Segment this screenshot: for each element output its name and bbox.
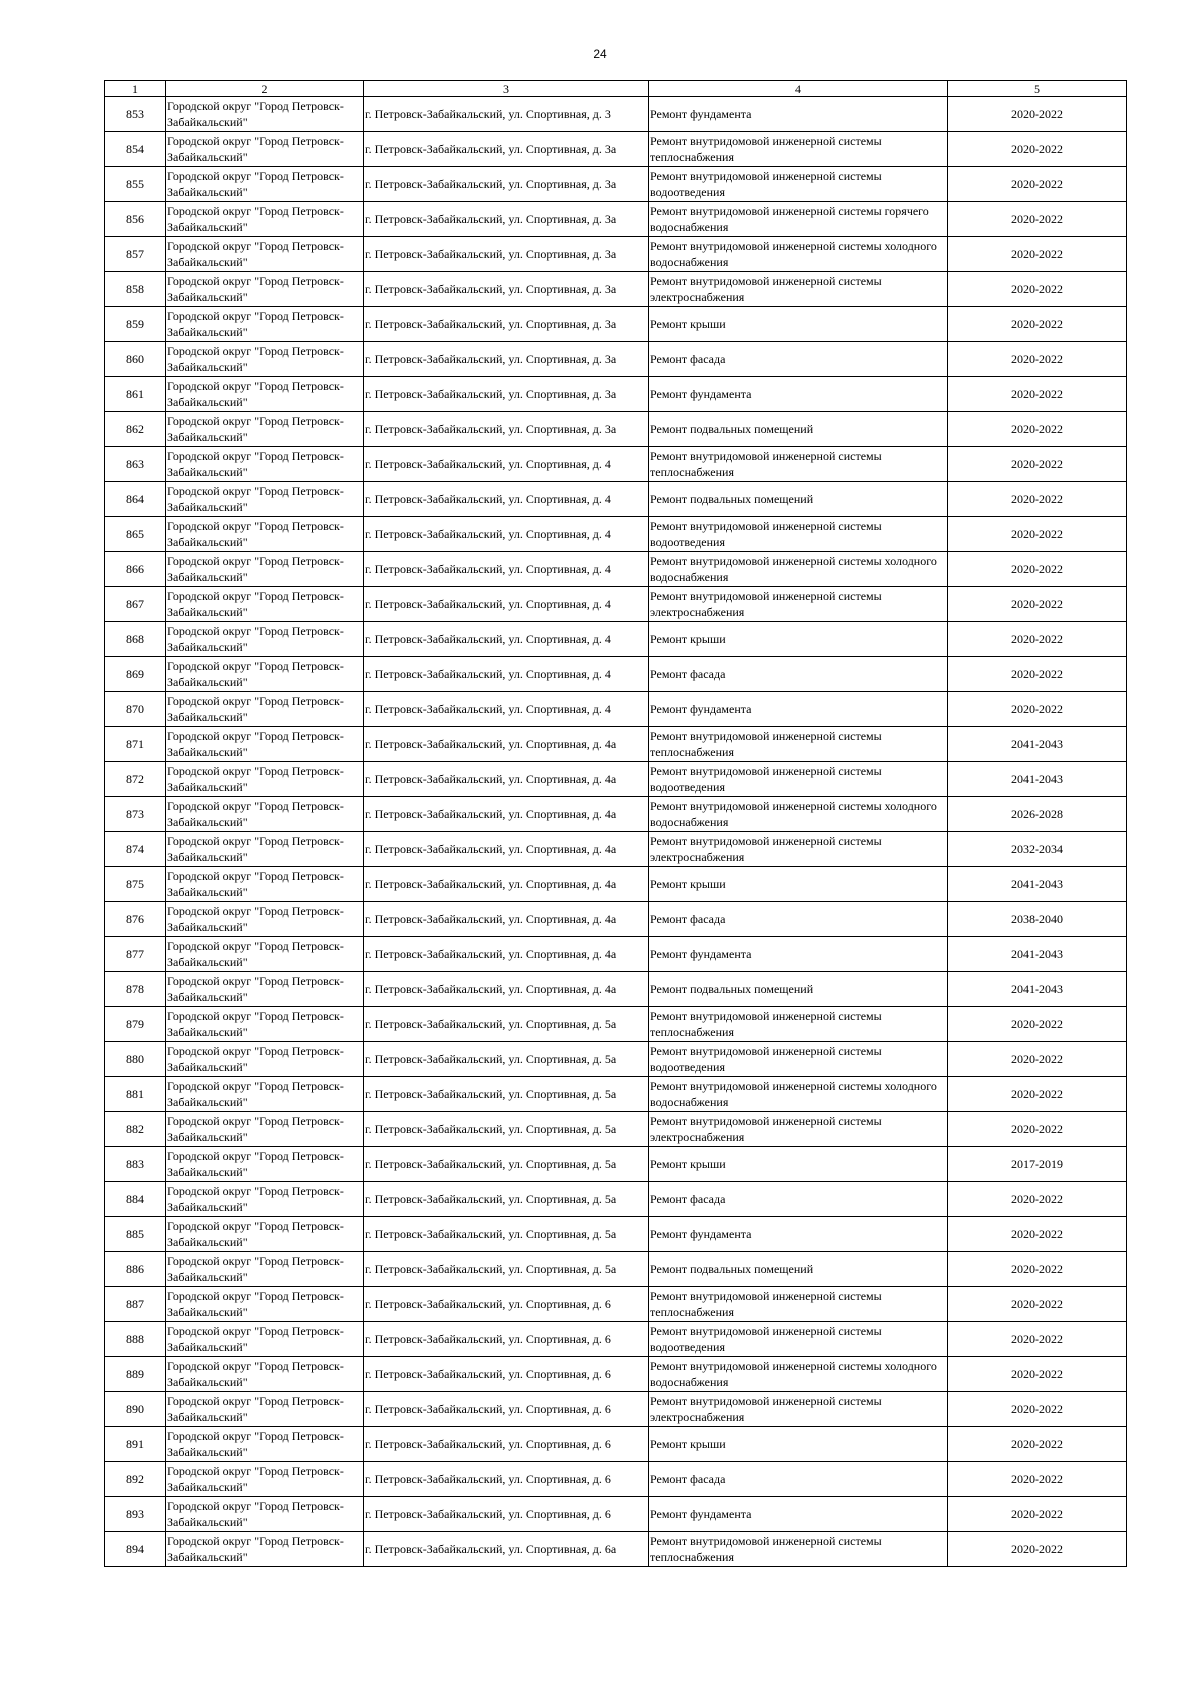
row-number: 893	[105, 1497, 166, 1532]
work-type-cell: Ремонт внутридомовой инженерной системы холодного водоснабжения	[649, 1077, 948, 1112]
work-type-cell: Ремонт внутридомовой инженерной системы теплоснабжения	[649, 1007, 948, 1042]
table-row	[105, 552, 1127, 587]
address-cell: г. Петровск-Забайкальский, ул. Спортивная, д. 3а	[364, 307, 649, 342]
table-row	[105, 1427, 1127, 1462]
period-cell: 2020-2022	[948, 1322, 1127, 1357]
address-cell: г. Петровск-Забайкальский, ул. Спортивная, д. 5а	[364, 1042, 649, 1077]
table-row	[105, 622, 1127, 657]
period-cell: 2020-2022	[948, 1217, 1127, 1252]
address-cell: г. Петровск-Забайкальский, ул. Спортивная, д. 5а	[364, 1217, 649, 1252]
address-cell: г. Петровск-Забайкальский, ул. Спортивная, д. 4а	[364, 902, 649, 937]
municipality-cell: Городской округ "Город Петровск-Забайкальский"	[166, 692, 364, 727]
row-number: 862	[105, 412, 166, 447]
row-number: 891	[105, 1427, 166, 1462]
address-cell: г. Петровск-Забайкальский, ул. Спортивная, д. 3а	[364, 377, 649, 412]
municipality-cell: Городской округ "Город Петровск-Забайкальский"	[166, 1007, 364, 1042]
municipality-cell: Городской округ "Город Петровск-Забайкальский"	[166, 1357, 364, 1392]
municipality-cell: Городской округ "Город Петровск-Забайкальский"	[166, 1077, 364, 1112]
page-number: 24	[593, 47, 607, 61]
municipality-cell: Городской округ "Город Петровск-Забайкальский"	[166, 412, 364, 447]
address-cell: г. Петровск-Забайкальский, ул. Спортивная, д. 5а	[364, 1252, 649, 1287]
work-type-cell: Ремонт крыши	[649, 867, 948, 902]
row-number: 892	[105, 1462, 166, 1497]
work-type-cell: Ремонт внутридомовой инженерной системы водоотведения	[649, 1322, 948, 1357]
municipality-cell: Городской округ "Город Петровск-Забайкальский"	[166, 657, 364, 692]
header-row	[105, 81, 1127, 97]
municipality-cell: Городской округ "Город Петровск-Забайкальский"	[166, 517, 364, 552]
municipality-cell: Городской округ "Город Петровск-Забайкальский"	[166, 132, 364, 167]
address-cell: г. Петровск-Забайкальский, ул. Спортивная, д. 4	[364, 622, 649, 657]
municipality-cell: Городской округ "Город Петровск-Забайкальский"	[166, 1042, 364, 1077]
municipality-cell: Городской округ "Город Петровск-Забайкальский"	[166, 377, 364, 412]
table-row	[105, 1182, 1127, 1217]
municipality-cell: Городской округ "Город Петровск-Забайкальский"	[166, 1427, 364, 1462]
municipality-cell: Городской округ "Город Петровск-Забайкальский"	[166, 1462, 364, 1497]
row-number: 875	[105, 867, 166, 902]
address-cell: г. Петровск-Забайкальский, ул. Спортивная, д. 3а	[364, 272, 649, 307]
row-number: 894	[105, 1532, 166, 1567]
row-number: 867	[105, 587, 166, 622]
table-row	[105, 1287, 1127, 1322]
table-row	[105, 272, 1127, 307]
header-col-2: 2	[166, 81, 364, 97]
work-type-cell: Ремонт фундамента	[649, 1497, 948, 1532]
row-number: 888	[105, 1322, 166, 1357]
address-cell: г. Петровск-Забайкальский, ул. Спортивная, д. 4	[364, 482, 649, 517]
address-cell: г. Петровск-Забайкальский, ул. Спортивная, д. 3а	[364, 412, 649, 447]
row-number: 890	[105, 1392, 166, 1427]
table-row	[105, 97, 1127, 132]
row-number: 871	[105, 727, 166, 762]
work-type-cell: Ремонт внутридомовой инженерной системы электроснабжения	[649, 832, 948, 867]
header-col-1: 1	[105, 81, 166, 97]
address-cell: г. Петровск-Забайкальский, ул. Спортивная, д. 6	[364, 1287, 649, 1322]
table-row	[105, 1252, 1127, 1287]
address-cell: г. Петровск-Забайкальский, ул. Спортивная, д. 4	[364, 587, 649, 622]
period-cell: 2020-2022	[948, 1042, 1127, 1077]
municipality-cell: Городской округ "Город Петровск-Забайкальский"	[166, 832, 364, 867]
row-number: 870	[105, 692, 166, 727]
table-row	[105, 727, 1127, 762]
period-cell: 2020-2022	[948, 307, 1127, 342]
work-type-cell: Ремонт внутридомовой инженерной системы электроснабжения	[649, 587, 948, 622]
row-number: 855	[105, 167, 166, 202]
municipality-cell: Городской округ "Город Петровск-Забайкальский"	[166, 1287, 364, 1322]
work-type-cell: Ремонт фундамента	[649, 97, 948, 132]
municipality-cell: Городской округ "Город Петровск-Забайкальский"	[166, 1182, 364, 1217]
period-cell: 2038-2040	[948, 902, 1127, 937]
period-cell: 2020-2022	[948, 1392, 1127, 1427]
work-type-cell: Ремонт крыши	[649, 622, 948, 657]
period-cell: 2026-2028	[948, 797, 1127, 832]
row-number: 863	[105, 447, 166, 482]
row-number: 864	[105, 482, 166, 517]
row-number: 854	[105, 132, 166, 167]
municipality-cell: Городской округ "Город Петровск-Забайкальский"	[166, 202, 364, 237]
period-cell: 2020-2022	[948, 1427, 1127, 1462]
table-row	[105, 342, 1127, 377]
period-cell: 2020-2022	[948, 517, 1127, 552]
table-row	[105, 1462, 1127, 1497]
work-type-cell: Ремонт внутридомовой инженерной системы теплоснабжения	[649, 1532, 948, 1567]
work-type-cell: Ремонт внутридомовой инженерной системы электроснабжения	[649, 1392, 948, 1427]
address-cell: г. Петровск-Забайкальский, ул. Спортивная, д. 4а	[364, 937, 649, 972]
table-row	[105, 867, 1127, 902]
period-cell: 2020-2022	[948, 132, 1127, 167]
row-number: 869	[105, 657, 166, 692]
period-cell: 2020-2022	[948, 97, 1127, 132]
period-cell: 2020-2022	[948, 657, 1127, 692]
work-type-cell: Ремонт внутридомовой инженерной системы водоотведения	[649, 1042, 948, 1077]
period-cell: 2020-2022	[948, 167, 1127, 202]
period-cell: 2020-2022	[948, 482, 1127, 517]
address-cell: г. Петровск-Забайкальский, ул. Спортивная, д. 4а	[364, 762, 649, 797]
work-type-cell: Ремонт крыши	[649, 307, 948, 342]
work-type-cell: Ремонт подвальных помещений	[649, 412, 948, 447]
row-number: 889	[105, 1357, 166, 1392]
municipality-cell: Городской округ "Город Петровск-Забайкальский"	[166, 1497, 364, 1532]
period-cell: 2020-2022	[948, 692, 1127, 727]
work-type-cell: Ремонт крыши	[649, 1427, 948, 1462]
period-cell: 2017-2019	[948, 1147, 1127, 1182]
table-row	[105, 307, 1127, 342]
row-number: 885	[105, 1217, 166, 1252]
municipality-cell: Городской округ "Город Петровск-Забайкальский"	[166, 1217, 364, 1252]
work-type-cell: Ремонт внутридомовой инженерной системы холодного водоснабжения	[649, 552, 948, 587]
table-row	[105, 902, 1127, 937]
address-cell: г. Петровск-Забайкальский, ул. Спортивная, д. 5а	[364, 1112, 649, 1147]
table-row	[105, 1112, 1127, 1147]
table-row	[105, 832, 1127, 867]
row-number: 881	[105, 1077, 166, 1112]
period-cell: 2020-2022	[948, 552, 1127, 587]
period-cell: 2020-2022	[948, 1007, 1127, 1042]
row-number: 887	[105, 1287, 166, 1322]
address-cell: г. Петровск-Забайкальский, ул. Спортивная, д. 5а	[364, 1147, 649, 1182]
period-cell: 2020-2022	[948, 412, 1127, 447]
header-col-3: 3	[364, 81, 649, 97]
address-cell: г. Петровск-Забайкальский, ул. Спортивная, д. 3	[364, 97, 649, 132]
table-row	[105, 237, 1127, 272]
table-row	[105, 1147, 1127, 1182]
table-row	[105, 1322, 1127, 1357]
table-row	[105, 692, 1127, 727]
period-cell: 2020-2022	[948, 1077, 1127, 1112]
municipality-cell: Городской округ "Город Петровск-Забайкальский"	[166, 972, 364, 1007]
table-row	[105, 167, 1127, 202]
row-number: 866	[105, 552, 166, 587]
work-type-cell: Ремонт внутридомовой инженерной системы водоотведения	[649, 167, 948, 202]
period-cell: 2041-2043	[948, 727, 1127, 762]
period-cell: 2041-2043	[948, 972, 1127, 1007]
work-type-cell: Ремонт фасада	[649, 1182, 948, 1217]
municipality-cell: Городской округ "Город Петровск-Забайкальский"	[166, 307, 364, 342]
row-number: 879	[105, 1007, 166, 1042]
municipality-cell: Городской округ "Город Петровск-Забайкальский"	[166, 762, 364, 797]
municipality-cell: Городской округ "Город Петровск-Забайкальский"	[166, 727, 364, 762]
document-table	[104, 80, 1127, 1567]
table-row	[105, 482, 1127, 517]
period-cell: 2020-2022	[948, 1182, 1127, 1217]
row-number: 861	[105, 377, 166, 412]
work-type-cell: Ремонт внутридомовой инженерной системы холодного водоснабжения	[649, 797, 948, 832]
address-cell: г. Петровск-Забайкальский, ул. Спортивная, д. 3а	[364, 167, 649, 202]
work-type-cell: Ремонт фасада	[649, 342, 948, 377]
table-row	[105, 517, 1127, 552]
table-row	[105, 1497, 1127, 1532]
municipality-cell: Городской округ "Город Петровск-Забайкальский"	[166, 902, 364, 937]
row-number: 883	[105, 1147, 166, 1182]
period-cell: 2020-2022	[948, 202, 1127, 237]
header-col-5: 5	[948, 81, 1127, 97]
period-cell: 2020-2022	[948, 622, 1127, 657]
address-cell: г. Петровск-Забайкальский, ул. Спортивная, д. 6	[364, 1357, 649, 1392]
row-number: 876	[105, 902, 166, 937]
table-row	[105, 657, 1127, 692]
table-body	[105, 97, 1127, 1567]
table-row	[105, 587, 1127, 622]
work-type-cell: Ремонт подвальных помещений	[649, 482, 948, 517]
municipality-cell: Городской округ "Город Петровск-Забайкальский"	[166, 482, 364, 517]
work-type-cell: Ремонт внутридомовой инженерной системы водоотведения	[649, 517, 948, 552]
address-cell: г. Петровск-Забайкальский, ул. Спортивная, д. 6	[364, 1427, 649, 1462]
table-row	[105, 1357, 1127, 1392]
row-number: 857	[105, 237, 166, 272]
period-cell: 2020-2022	[948, 1287, 1127, 1322]
address-cell: г. Петровск-Забайкальский, ул. Спортивная, д. 6	[364, 1392, 649, 1427]
period-cell: 2041-2043	[948, 867, 1127, 902]
municipality-cell: Городской округ "Город Петровск-Забайкальский"	[166, 622, 364, 657]
work-type-cell: Ремонт крыши	[649, 1147, 948, 1182]
row-number: 878	[105, 972, 166, 1007]
address-cell: г. Петровск-Забайкальский, ул. Спортивная, д. 6	[364, 1462, 649, 1497]
work-type-cell: Ремонт фасада	[649, 902, 948, 937]
work-type-cell: Ремонт внутридомовой инженерной системы теплоснабжения	[649, 727, 948, 762]
period-cell: 2020-2022	[948, 237, 1127, 272]
municipality-cell: Городской округ "Город Петровск-Забайкальский"	[166, 1532, 364, 1567]
row-number: 856	[105, 202, 166, 237]
table-row	[105, 377, 1127, 412]
work-type-cell: Ремонт фасада	[649, 657, 948, 692]
table-row	[105, 1392, 1127, 1427]
work-type-cell: Ремонт фундамента	[649, 1217, 948, 1252]
address-cell: г. Петровск-Забайкальский, ул. Спортивная, д. 4	[364, 517, 649, 552]
work-type-cell: Ремонт подвальных помещений	[649, 1252, 948, 1287]
row-number: 860	[105, 342, 166, 377]
address-cell: г. Петровск-Забайкальский, ул. Спортивная, д. 3а	[364, 342, 649, 377]
period-cell: 2020-2022	[948, 1532, 1127, 1567]
work-type-cell: Ремонт фундамента	[649, 937, 948, 972]
row-number: 880	[105, 1042, 166, 1077]
row-number: 882	[105, 1112, 166, 1147]
municipality-cell: Городской округ "Город Петровск-Забайкальский"	[166, 342, 364, 377]
address-cell: г. Петровск-Забайкальский, ул. Спортивная, д. 3а	[364, 202, 649, 237]
address-cell: г. Петровск-Забайкальский, ул. Спортивная, д. 4а	[364, 972, 649, 1007]
row-number: 886	[105, 1252, 166, 1287]
table-row	[105, 797, 1127, 832]
address-cell: г. Петровск-Забайкальский, ул. Спортивная, д. 6	[364, 1322, 649, 1357]
row-number: 859	[105, 307, 166, 342]
address-cell: г. Петровск-Забайкальский, ул. Спортивная, д. 6	[364, 1497, 649, 1532]
period-cell: 2020-2022	[948, 587, 1127, 622]
address-cell: г. Петровск-Забайкальский, ул. Спортивная, д. 5а	[364, 1077, 649, 1112]
period-cell: 2041-2043	[948, 762, 1127, 797]
address-cell: г. Петровск-Забайкальский, ул. Спортивная, д. 4	[364, 552, 649, 587]
period-cell: 2020-2022	[948, 1462, 1127, 1497]
municipality-cell: Городской округ "Город Петровск-Забайкальский"	[166, 447, 364, 482]
row-number: 853	[105, 97, 166, 132]
work-type-cell: Ремонт внутридомовой инженерной системы теплоснабжения	[649, 447, 948, 482]
municipality-cell: Городской округ "Город Петровск-Забайкальский"	[166, 1322, 364, 1357]
table-row	[105, 412, 1127, 447]
work-type-cell: Ремонт фасада	[649, 1462, 948, 1497]
municipality-cell: Городской округ "Город Петровск-Забайкальский"	[166, 97, 364, 132]
row-number: 858	[105, 272, 166, 307]
row-number: 884	[105, 1182, 166, 1217]
address-cell: г. Петровск-Забайкальский, ул. Спортивная, д. 4а	[364, 832, 649, 867]
period-cell: 2020-2022	[948, 447, 1127, 482]
municipality-cell: Городской округ "Город Петровск-Забайкальский"	[166, 797, 364, 832]
table-row	[105, 202, 1127, 237]
period-cell: 2020-2022	[948, 377, 1127, 412]
work-type-cell: Ремонт внутридомовой инженерной системы холодного водоснабжения	[649, 1357, 948, 1392]
period-cell: 2020-2022	[948, 272, 1127, 307]
municipality-cell: Городской округ "Город Петровск-Забайкальский"	[166, 1252, 364, 1287]
municipality-cell: Городской округ "Город Петровск-Забайкальский"	[166, 1112, 364, 1147]
address-cell: г. Петровск-Забайкальский, ул. Спортивная, д. 4а	[364, 867, 649, 902]
address-cell: г. Петровск-Забайкальский, ул. Спортивная, д. 3а	[364, 132, 649, 167]
period-cell: 2032-2034	[948, 832, 1127, 867]
row-number: 868	[105, 622, 166, 657]
period-cell: 2020-2022	[948, 1357, 1127, 1392]
work-type-cell: Ремонт фундамента	[649, 692, 948, 727]
period-cell: 2020-2022	[948, 342, 1127, 377]
municipality-cell: Городской округ "Город Петровск-Забайкальский"	[166, 272, 364, 307]
work-type-cell: Ремонт подвальных помещений	[649, 972, 948, 1007]
work-type-cell: Ремонт внутридомовой инженерной системы электроснабжения	[649, 1112, 948, 1147]
address-cell: г. Петровск-Забайкальский, ул. Спортивная, д. 4	[364, 692, 649, 727]
municipality-cell: Городской округ "Город Петровск-Забайкальский"	[166, 1147, 364, 1182]
work-type-cell: Ремонт внутридомовой инженерной системы горячего водоснабжения	[649, 202, 948, 237]
period-cell: 2020-2022	[948, 1497, 1127, 1532]
work-type-cell: Ремонт внутридомовой инженерной системы теплоснабжения	[649, 132, 948, 167]
period-cell: 2020-2022	[948, 1252, 1127, 1287]
address-cell: г. Петровск-Забайкальский, ул. Спортивная, д. 4	[364, 657, 649, 692]
municipality-cell: Городской округ "Город Петровск-Забайкальский"	[166, 167, 364, 202]
table-row	[105, 762, 1127, 797]
municipality-cell: Городской округ "Город Петровск-Забайкальский"	[166, 552, 364, 587]
table-row	[105, 937, 1127, 972]
address-cell: г. Петровск-Забайкальский, ул. Спортивная, д. 5а	[364, 1007, 649, 1042]
table-row	[105, 972, 1127, 1007]
row-number: 877	[105, 937, 166, 972]
period-cell: 2041-2043	[948, 937, 1127, 972]
period-cell: 2020-2022	[948, 1112, 1127, 1147]
work-type-cell: Ремонт внутридомовой инженерной системы теплоснабжения	[649, 1287, 948, 1322]
row-number: 872	[105, 762, 166, 797]
work-type-cell: Ремонт внутридомовой инженерной системы холодного водоснабжения	[649, 237, 948, 272]
municipality-cell: Городской округ "Город Петровск-Забайкальский"	[166, 1392, 364, 1427]
address-cell: г. Петровск-Забайкальский, ул. Спортивная, д. 3а	[364, 237, 649, 272]
header-col-4: 4	[649, 81, 948, 97]
work-type-cell: Ремонт фундамента	[649, 377, 948, 412]
row-number: 865	[105, 517, 166, 552]
table-row	[105, 447, 1127, 482]
municipality-cell: Городской округ "Город Петровск-Забайкальский"	[166, 867, 364, 902]
work-type-cell: Ремонт внутридомовой инженерной системы электроснабжения	[649, 272, 948, 307]
table-row	[105, 132, 1127, 167]
address-cell: г. Петровск-Забайкальский, ул. Спортивная, д. 6а	[364, 1532, 649, 1567]
work-type-cell: Ремонт внутридомовой инженерной системы водоотведения	[649, 762, 948, 797]
table-row	[105, 1217, 1127, 1252]
address-cell: г. Петровск-Забайкальский, ул. Спортивная, д. 5а	[364, 1182, 649, 1217]
municipality-cell: Городской округ "Город Петровск-Забайкальский"	[166, 237, 364, 272]
table-row	[105, 1042, 1127, 1077]
municipality-cell: Городской округ "Город Петровск-Забайкальский"	[166, 587, 364, 622]
table-row	[105, 1007, 1127, 1042]
address-cell: г. Петровск-Забайкальский, ул. Спортивная, д. 4а	[364, 797, 649, 832]
row-number: 873	[105, 797, 166, 832]
table-row	[105, 1532, 1127, 1567]
row-number: 874	[105, 832, 166, 867]
address-cell: г. Петровск-Забайкальский, ул. Спортивная, д. 4а	[364, 727, 649, 762]
table-row	[105, 1077, 1127, 1112]
municipality-cell: Городской округ "Город Петровск-Забайкальский"	[166, 937, 364, 972]
address-cell: г. Петровск-Забайкальский, ул. Спортивная, д. 4	[364, 447, 649, 482]
